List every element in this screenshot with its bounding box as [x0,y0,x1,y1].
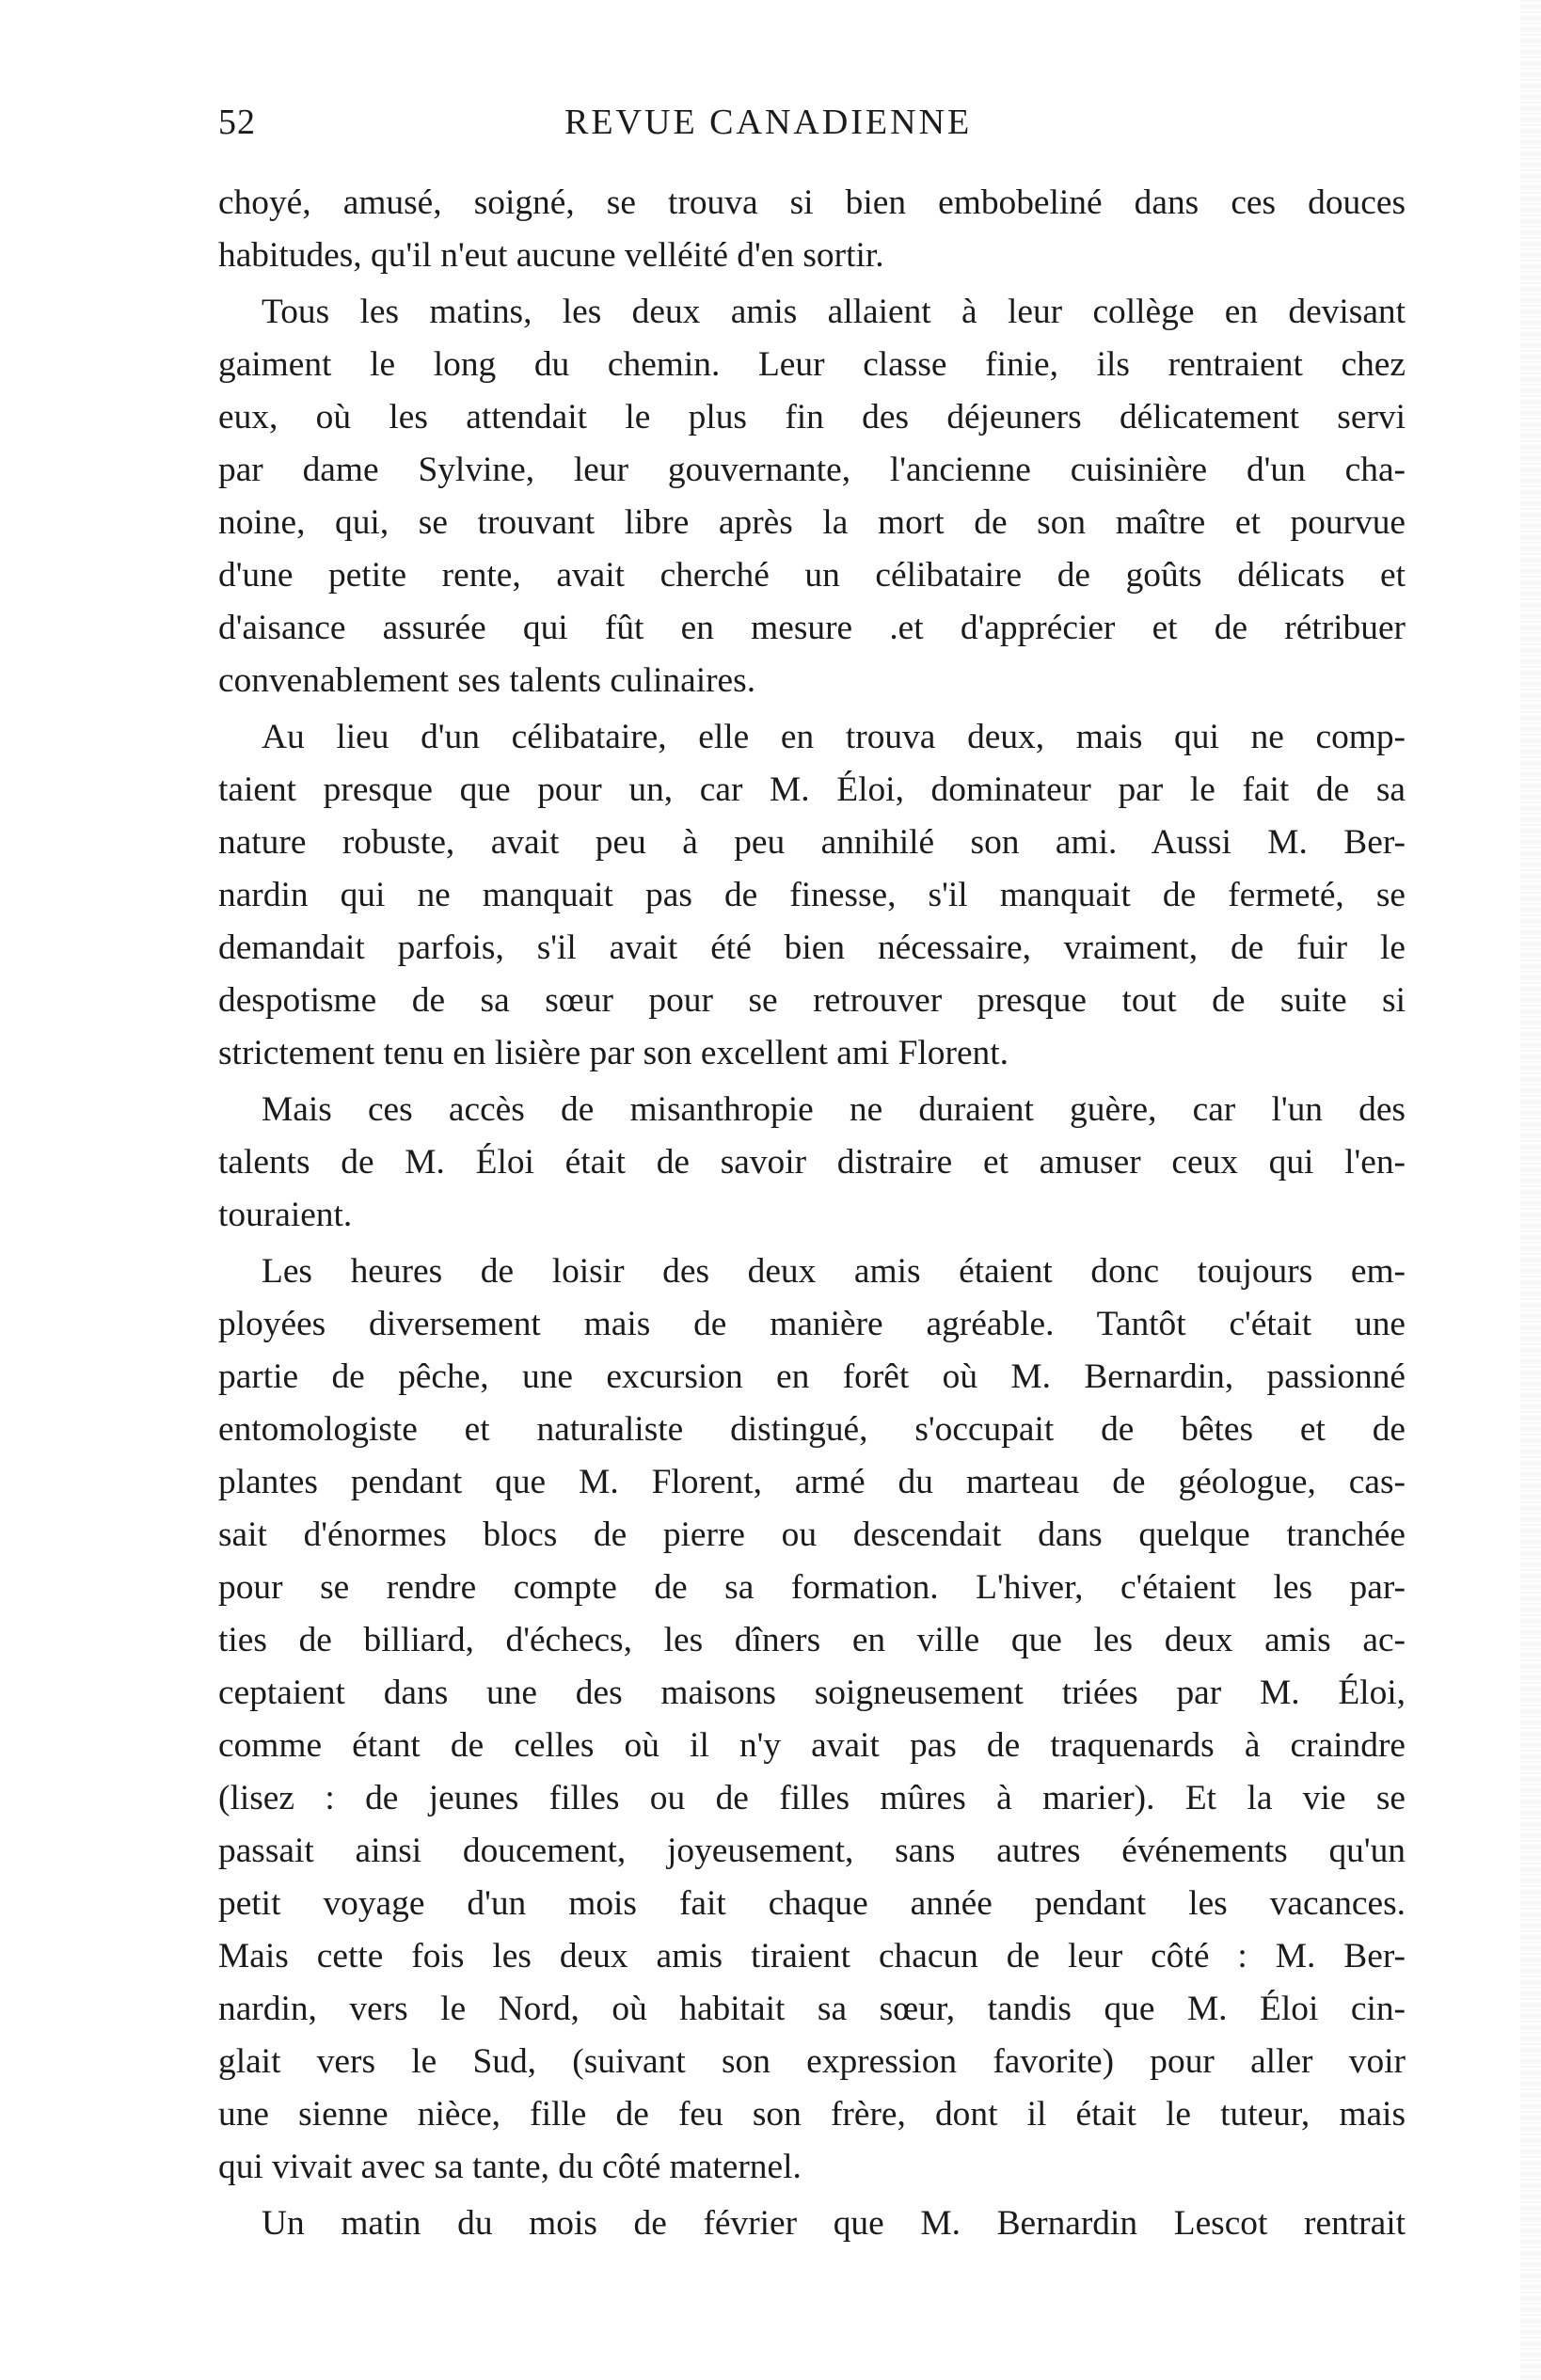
text-line: eux, où les attendait le plus fin des déjeuners délicatement servi [218,398,1406,436]
text-line: plantes pendant que M. Florent, armé du marteau de géologue, cas- [218,1463,1406,1501]
text-line: ties de billiard, d'échecs, les dîners en ville que les deux amis ac- [218,1621,1406,1659]
text-line: glait vers le Sud, (suivant son expression favorite) pour aller voir [218,2042,1406,2081]
paragraph [218,177,1406,282]
body-text [218,177,1406,2250]
text-line: sait d'énormes blocs de pierre ou descendait dans quelque tranchée [218,1515,1406,1554]
page-header [218,102,1404,143]
text-line: qui vivait avec sa tante, du côté maternel. [218,2148,802,2186]
page-number: 52 [218,103,256,142]
text-line: choyé, amusé, soigné, se trouva si bien embobeliné dans ces douces [218,183,1406,222]
text-line: Au lieu d'un célibataire, elle en trouva deux, mais qui ne comp- [262,718,1406,756]
text-line: partie de pêche, une excursion en forêt où M. Bernardin, passionné [218,1357,1406,1396]
text-line: strictement tenu en lisière par son excellent ami Florent. [218,1034,1009,1072]
text-line: pour se rendre compte de sa formation. L'hiver, c'étaient les par- [218,1568,1406,1607]
paragraph [218,1246,1406,2194]
text-line: touraient. [218,1196,353,1234]
text-line: Les heures de loisir des deux amis étaient donc toujours em- [262,1252,1406,1291]
text-line: nardin, vers le Nord, où habitait sa sœur, tandis que M. Éloi cin- [218,1990,1406,2028]
text-line: Mais ces accès de misanthropie ne duraient guère, car l'un des [262,1090,1406,1129]
text-line: par dame Sylvine, leur gouvernante, l'ancienne cuisinière d'un cha- [218,451,1406,489]
text-line: comme étant de celles où il n'y avait pas de traquenards à craindre [218,1726,1406,1765]
text-line: despotisme de sa sœur pour se retrouver presque tout de suite si [218,981,1406,1020]
text-line: d'une petite rente, avait cherché un célibataire de goûts délicats et [218,556,1406,595]
text-line: Mais cette fois les deux amis tiraient chacun de leur côté : M. Ber- [218,1937,1406,1975]
text-line: talents de M. Éloi était de savoir distraire et amuser ceux qui l'en- [218,1143,1406,1182]
text-line: Tous les matins, les deux amis allaient à leur collège en devisant [262,293,1406,331]
text-line: nardin qui ne manquait pas de finesse, s'il manquait de fermeté, se [218,876,1406,914]
paragraph [218,2198,1406,2250]
text-line: demandait parfois, s'il avait été bien nécessaire, vraiment, de fuir le [218,928,1406,967]
text-line: noine, qui, se trouvant libre après la mort de son maître et pourvue [218,503,1406,542]
scan-edge-noise [1520,0,1541,2380]
text-line: passait ainsi doucement, joyeusement, sans autres événements qu'un [218,1832,1406,1870]
text-line: convenablement ses talents culinaires. [218,661,756,700]
text-line: Un matin du mois de février que M. Bernardin Lescot rentrait [262,2204,1406,2243]
text-line: entomologiste et naturaliste distingué, s'occupait de bêtes et de [218,1410,1406,1449]
paragraph [218,286,1406,707]
text-line: ceptaient dans une des maisons soigneusement triées par M. Éloi, [218,1674,1406,1712]
text-line: d'aisance assurée qui fût en mesure .et d'apprécier et de rétribuer [218,609,1406,647]
text-line: petit voyage d'un mois fait chaque année pendant les vacances. [218,1884,1406,1923]
text-line: gaiment le long du chemin. Leur classe finie, ils rentraient chez [218,345,1406,384]
text-line: nature robuste, avait peu à peu annihilé son ami. Aussi M. Ber- [218,823,1406,862]
text-line: ployées diversement mais de manière agréable. Tantôt c'était une [218,1305,1406,1343]
text-line: une sienne nièce, fille de feu son frère, dont il était le tuteur, mais [218,2095,1406,2134]
text-line: (lisez : de jeunes filles ou de filles mûres à marier). Et la vie se [218,1779,1406,1817]
paragraph [218,1084,1406,1242]
text-line: taient presque que pour un, car M. Éloi, dominateur par le fait de sa [218,770,1406,809]
paragraph [218,711,1406,1080]
text-line: habitudes, qu'il n'eut aucune velléité d'en sortir. [218,236,884,275]
running-title: REVUE CANADIENNE [564,103,973,142]
